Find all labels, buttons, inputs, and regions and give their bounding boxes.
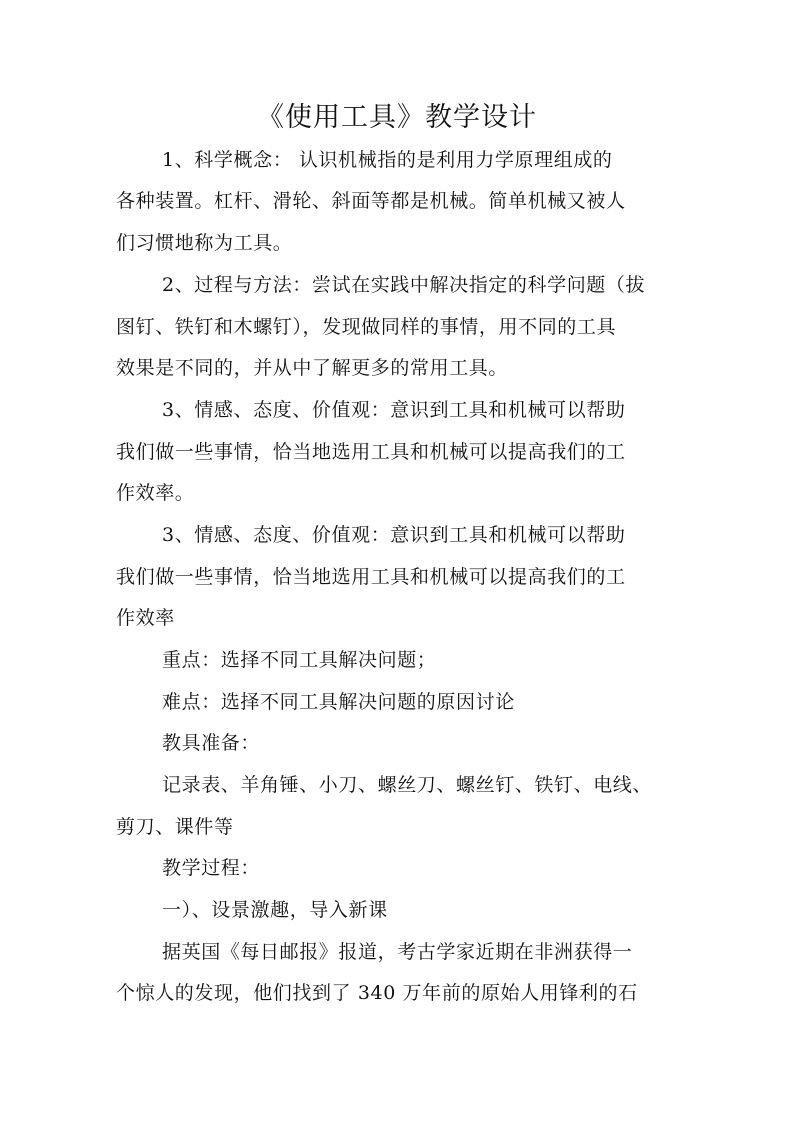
key-point-line: 重点：选择不同工具解决问题； (162, 649, 437, 671)
process-heading: 教学过程： (162, 857, 261, 879)
difficulty-line: 难点：选择不同工具解决问题的原因讨论 (162, 691, 515, 713)
text-line-7: 3、情感、态度、价值观：意识到工具和机械可以帮助 (162, 399, 626, 421)
text-line-16: 记录表、羊角锤、小刀、螺丝刀、螺丝钉、铁钉、电线、 (162, 774, 653, 796)
text-line-12: 作效率 (116, 607, 175, 629)
text-line-11: 我们做一些事情，恰当地选用工具和机械可以提高我们的工 (116, 566, 626, 588)
text-line-4: 2、过程与方法：尝试在实践中解决指定的科学问题（拔 (162, 274, 646, 296)
text-line-5: 图钉、铁钉和木螺钉），发现做同样的事情，用不同的工具 (116, 316, 617, 338)
text-line-10: 3、情感、态度、价值观：意识到工具和机械可以帮助 (162, 524, 626, 546)
materials-heading: 教具准备： (162, 732, 261, 754)
text-line-1: 1、科学概念： 认识机械指的是利用力学原理组成的 (162, 149, 613, 171)
text-line-20: 据英国《每日邮报》报道，考古学家近期在非洲获得一 (162, 941, 633, 963)
document-title: 《使用工具》教学设计 (257, 102, 537, 133)
text-line-6: 效果是不同的，并从中了解更多的常用工具。 (116, 357, 509, 379)
text-line-17: 剪刀、课件等 (116, 816, 234, 838)
text-line-2: 各种装置。杠杆、滑轮、斜面等都是机械。简单机械又被人 (116, 190, 626, 212)
text-line-21: 个惊人的发现，他们找到了 340 万年前的原始人用锋利的石 (116, 982, 638, 1004)
text-line-3: 们习惯地称为工具。 (116, 232, 293, 254)
text-line-9: 作效率。 (116, 482, 195, 504)
section-heading-1: 一）、设景激趣，导入新课 (162, 899, 388, 921)
text-line-8: 我们做一些事情，恰当地选用工具和机械可以提高我们的工 (116, 441, 626, 463)
